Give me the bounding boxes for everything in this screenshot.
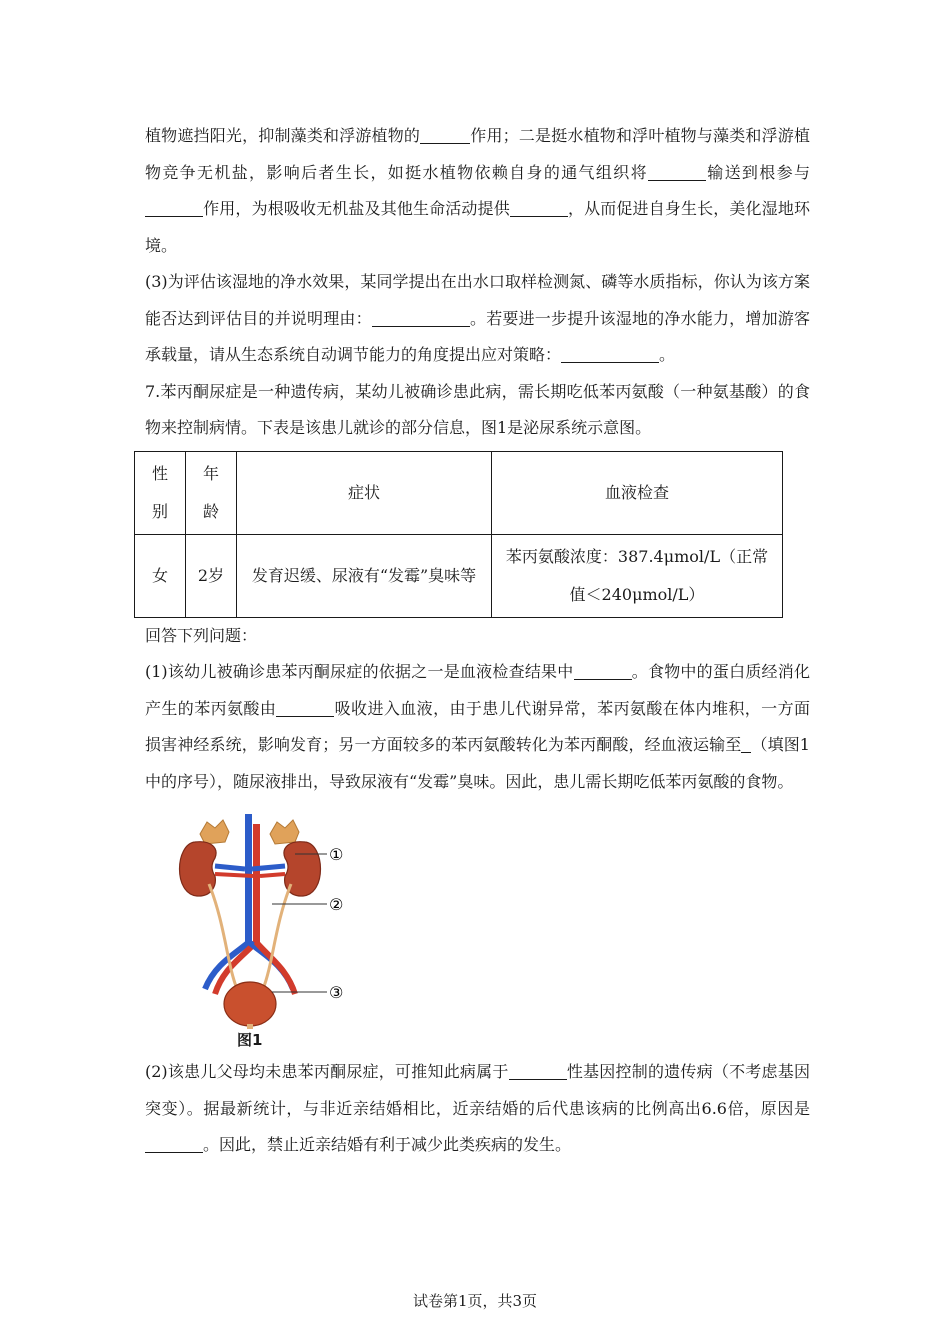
text: 游植物竞争无机盐，影响后者生长，如挺水植物依赖自身的通气组织将 <box>145 126 810 182</box>
adrenal-gland-right <box>270 820 299 844</box>
vena-cava <box>245 814 252 944</box>
answer-blank[interactable] <box>561 344 659 363</box>
adrenal-gland-left <box>200 820 229 844</box>
cell-blood-test: 苯丙氨酸浓度：387.4μmol/L（正常值＜240μmol/L） <box>492 534 783 617</box>
text: 与 <box>793 162 810 182</box>
urinary-system-illustration <box>145 814 405 1029</box>
renal-vein-left <box>215 866 245 869</box>
aorta <box>253 824 260 944</box>
q7-prompt: 回答下列问题： <box>145 625 258 645</box>
text: 性基因控制的遗传病（不考虑基因突变）。据最新统计，与非近亲结婚相比，近亲结婚的后代患该病的比例高出6.6倍，原因是 <box>145 1062 810 1118</box>
cell-symptoms: 发育迟缓、尿液有“发霉”臭味等 <box>237 534 492 617</box>
figure-label-1: ① <box>329 845 344 864</box>
cell-age: 2岁 <box>186 534 237 617</box>
text: 吸收进入血液，由于患儿代谢异常，苯丙氨酸在体内堆积，一方面损害神经系统，影响发育；另一方面较多的苯丙氨酸转化为苯丙酮酸，经血液运输至 <box>145 698 810 754</box>
text: (2)该患儿父母均未患苯丙酮尿症，可推知此病属于 <box>145 1062 509 1081</box>
exam-page-content <box>145 118 810 1164</box>
text: 。 <box>659 345 676 364</box>
table-row <box>135 534 783 617</box>
figure-caption: 图1 <box>237 1031 263 1049</box>
q7-part-2 <box>145 1054 810 1164</box>
text: 输送到根参 <box>705 162 794 182</box>
urinary-system-figure <box>145 814 810 1054</box>
figure-label-3: ③ <box>329 983 344 1002</box>
text: ，从而促进自身生长，美化湿 <box>567 199 778 218</box>
header-gender: 性别 <box>135 451 186 534</box>
header-symptoms: 症状 <box>237 451 492 534</box>
answer-blank[interactable] <box>509 1061 567 1080</box>
q7-part-1 <box>145 654 810 800</box>
header-blood-test: 血液检查 <box>492 451 783 534</box>
answer-blank[interactable] <box>372 308 470 327</box>
table-header-row <box>135 451 783 534</box>
answer-blank[interactable] <box>648 162 706 181</box>
answer-blank[interactable] <box>741 734 751 753</box>
q7-intro: 7.苯丙酮尿症是一种遗传病，某幼儿被确诊患此病，需长期吃低苯丙氨酸（一种氨基酸）的食物来控制病情。下表是该患儿就诊的部分信息，图1是泌尿系统示意图。 <box>145 381 810 437</box>
text: 植物遮挡阳光，抑制藻类和浮游植物的 <box>145 126 421 145</box>
cell-gender: 女 <box>135 534 186 617</box>
text: 作用，为根吸收无机盐及其他生命活动提供 <box>203 199 510 218</box>
text: 。若要进一步提升该湿地的净水能力，增加游客承载量，请从生态系统自动调节能力的角度提出应对策略： <box>145 308 810 364</box>
renal-vein-right <box>252 866 285 869</box>
text: (1)该幼儿被确诊患苯丙酮尿症的依据之一是血液检查结果中 <box>145 662 574 681</box>
q6-paragraph-2-cont <box>145 118 810 264</box>
q6-part-3 <box>145 264 810 374</box>
bladder <box>224 982 276 1026</box>
header-age: 年龄 <box>186 451 237 534</box>
patient-info-table <box>134 451 783 618</box>
answer-blank[interactable] <box>145 1134 203 1153</box>
text: (3)为评估该湿地的净水效果，某同学提出在出水口取样检测氮、磷等水质指标，你认为该方案能否达到评估目的并说明理由： <box>145 272 810 328</box>
answer-blank[interactable] <box>574 661 632 680</box>
text: 。因此，禁止近亲结婚有利于减少此类疾病的发生。 <box>203 1135 572 1154</box>
answer-blank[interactable] <box>276 698 334 717</box>
answer-blank[interactable] <box>420 125 470 144</box>
answer-blank[interactable] <box>510 198 568 217</box>
answer-blank[interactable] <box>145 198 203 217</box>
figure-label-2: ② <box>329 895 344 914</box>
page-footer: 试卷第1页，共3页 <box>412 1292 538 1310</box>
text: 地环境。 <box>145 199 810 255</box>
renal-artery-right <box>260 874 285 876</box>
renal-artery-left <box>215 874 253 876</box>
text: （填图1中的序号），随尿液排出，导致尿液有“发霉”臭味。因此，患儿需长期吃低苯丙氨酸的食物。 <box>145 735 810 791</box>
text: 。食物中的蛋白质经消化产生的苯丙氨酸由 <box>145 662 810 718</box>
text: 作用；二是挺水植物和浮叶植物与藻类和浮 <box>470 126 778 145</box>
